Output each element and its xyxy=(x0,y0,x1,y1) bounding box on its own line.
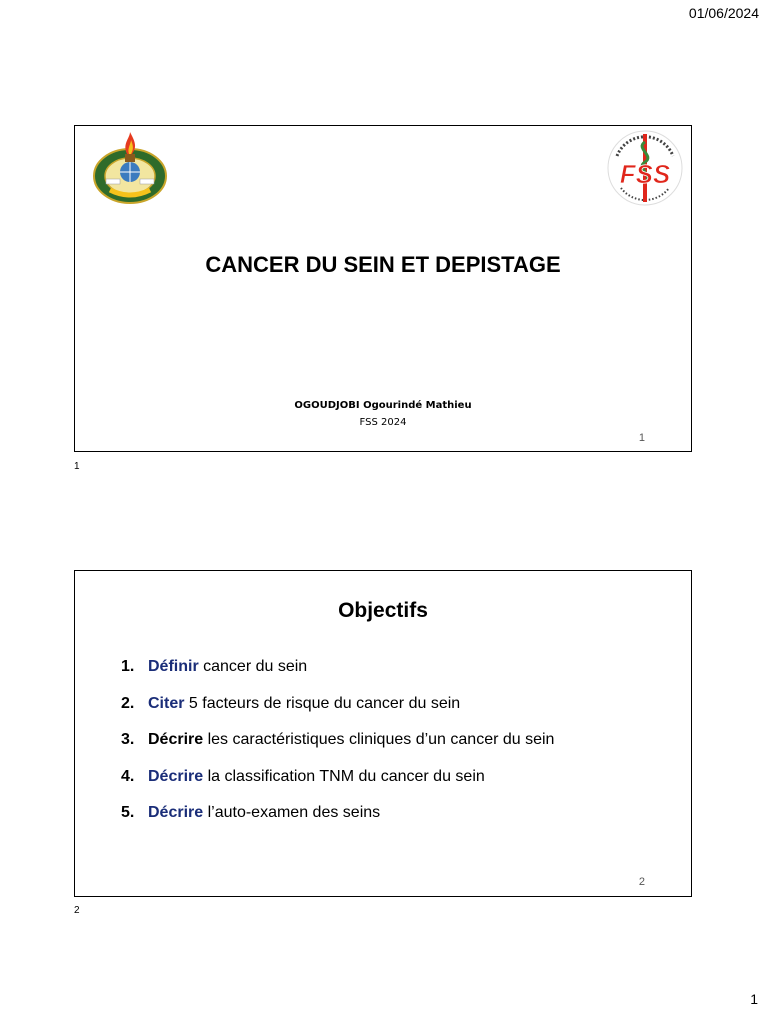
slide-1 xyxy=(74,125,692,452)
list-item: 3. Décrire les caractéristiques cliniques d’un cancer du sein xyxy=(121,731,555,749)
list-item: 2. Citer 5 facteurs de risque du cancer du sein xyxy=(121,694,461,712)
objectives-list xyxy=(121,657,554,840)
slide-number: 1 xyxy=(638,432,645,444)
university-seal-icon xyxy=(92,132,168,206)
page-number: 1 xyxy=(750,991,758,1007)
list-item: 4. Décrire la classification TNM du cancer du sein xyxy=(121,767,485,785)
organization-year: FSS 2024 xyxy=(359,417,407,428)
svg-text:FSS: FSS xyxy=(619,159,671,189)
slide-label: 2 xyxy=(74,905,80,916)
slide-2 xyxy=(74,570,692,897)
list-item: 1. Définir cancer du sein xyxy=(121,658,308,675)
list-item: 5. Décrire l’auto-examen des seins xyxy=(121,804,381,822)
slide-title: CANCER DU SEIN ET DEPISTAGE xyxy=(205,252,561,277)
author-name: OGOUDJOBI Ogourindé Mathieu xyxy=(294,400,472,411)
print-date: 01/06/2024 xyxy=(688,5,759,21)
fss-logo-icon xyxy=(605,128,685,208)
slide-title: Objectifs xyxy=(338,599,428,622)
slide-label: 1 xyxy=(74,461,80,472)
slide-number: 2 xyxy=(638,876,645,888)
